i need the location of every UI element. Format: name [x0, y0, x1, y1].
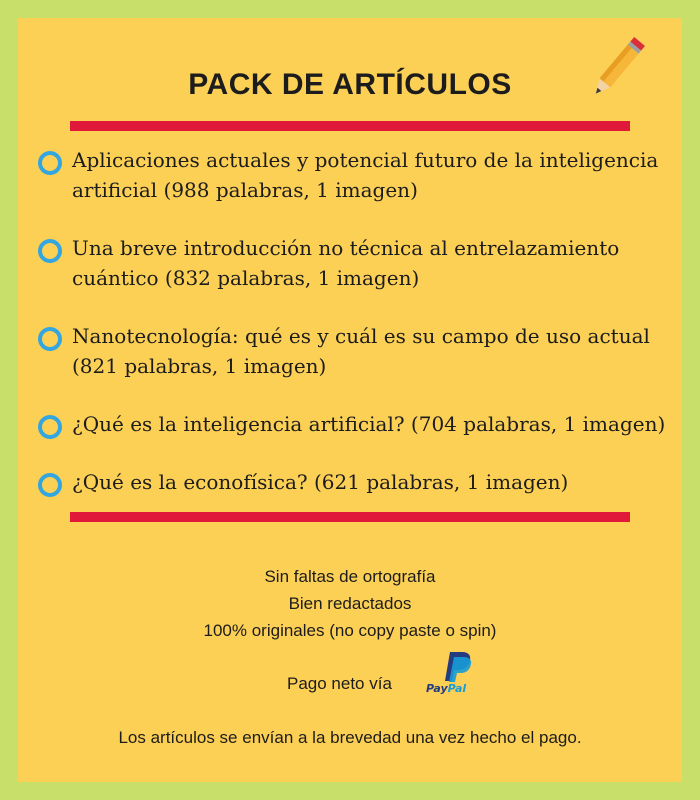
article-title: ¿Qué es la econofísica? (621 palabras, 1 imagen)	[72, 470, 569, 494]
divider-top	[70, 121, 630, 131]
paypal-wordmark: PayPal	[426, 682, 467, 695]
flyer-card	[18, 18, 682, 782]
article-title: Aplicaciones actuales y potencial futuro de la inteligencia artificial (988 palabras, 1 imagen)	[72, 148, 659, 202]
circle-bullet-icon	[38, 473, 62, 497]
feature-spelling: Sin faltas de ortografía	[264, 567, 436, 586]
feature-original: 100% originales (no copy paste o spin)	[203, 621, 497, 640]
page-title: PACK DE ARTÍCULOS	[188, 68, 512, 101]
divider-bottom	[70, 512, 630, 522]
circle-bullet-icon	[38, 239, 62, 263]
payment-label: Pago neto vía	[287, 674, 392, 693]
payment-row	[18, 650, 682, 700]
features-list	[18, 563, 682, 644]
paypal-logo	[426, 650, 486, 702]
circle-bullet-icon	[38, 151, 62, 175]
feature-writing: Bien redactados	[288, 594, 412, 613]
article-title: Nanotecnología: qué es y cuál es su campo de uso actual (821 palabras, 1 imagen)	[72, 324, 650, 378]
circle-bullet-icon	[38, 415, 62, 439]
article-title: Una breve introducción no técnica al entrelazamiento cuántico (832 palabras, 1 imagen)	[72, 236, 620, 290]
circle-bullet-icon	[38, 327, 62, 351]
article-title: ¿Qué es la inteligencia artificial? (704 palabras, 1 imagen)	[72, 412, 666, 436]
paypal-icon	[426, 650, 486, 684]
footer-note: Los artículos se envían a la brevedad una vez hecho el pago.	[118, 728, 582, 747]
